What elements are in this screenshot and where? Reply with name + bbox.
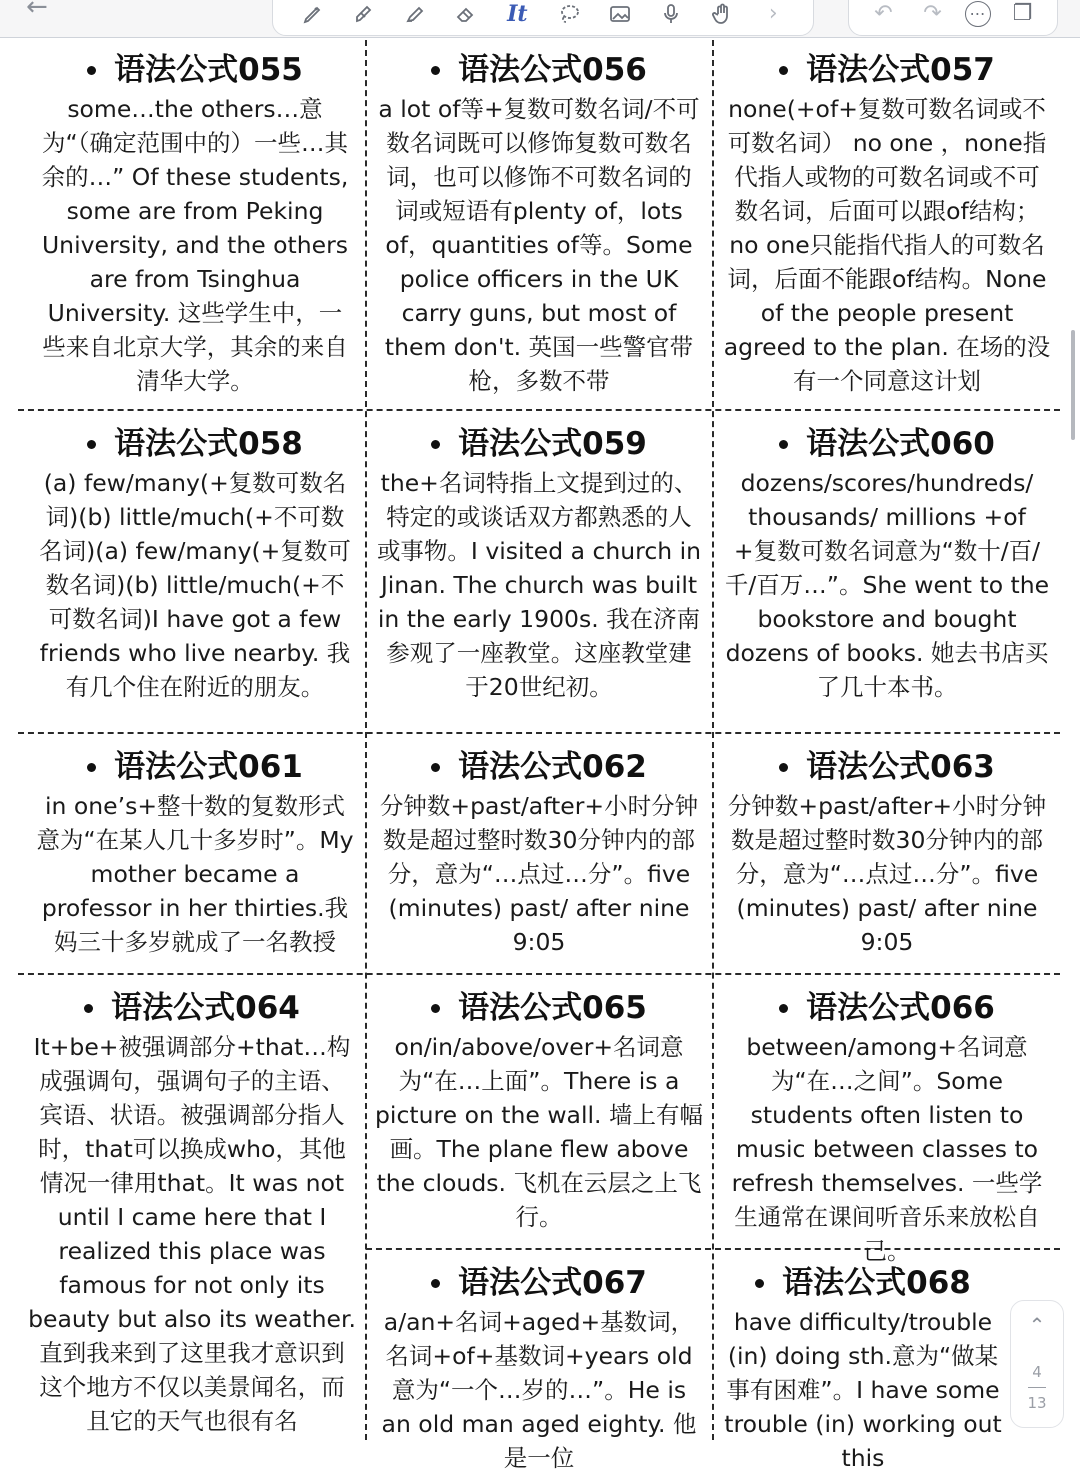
grammar-card [717,1253,1009,1472]
bullet-icon [431,763,440,772]
grammar-card [30,737,360,971]
grammar-card [369,978,709,1246]
card-title: 语法公式065 [369,988,709,1028]
chevron-up-icon[interactable]: ⌃ [1028,1313,1046,1337]
grammar-card [717,40,1057,406]
bullet-icon [779,1004,788,1013]
bullet-icon [431,1004,440,1013]
bullet-icon [87,440,96,449]
card-title: 语法公式055 [30,50,360,90]
card-title: 语法公式062 [370,747,708,787]
note-page[interactable] [0,38,1080,1472]
bullet-icon [84,1004,93,1013]
vertical-scrollbar[interactable] [1071,330,1075,440]
card-body: none(+of+复数可数名词或不可数名词） no one ，none指代指人或物的可数名词或不可数名词，后面可以跟of结构；no one只能指代指人的可数名词，后面不能跟of结构。None of the people present agreed to the plan. 在场的没有一个同意这计划 [723,95,1051,395]
pen-icon[interactable] [296,1,330,27]
card-title: 语法公式066 [717,988,1057,1028]
column-divider [712,40,714,1440]
redo-icon[interactable]: ↷ [923,1,942,26]
card-body: 分钟数+past/after+小时分钟数是超过整时数30分钟内的部分，意为“…点过…分”。five (minutes) past/ after nine 9:05 [379,792,699,956]
row-divider [18,409,1060,411]
eraser-icon[interactable] [449,1,483,27]
marker-icon[interactable] [398,1,432,27]
card-title: 语法公式059 [370,424,708,464]
row-divider [18,973,1060,975]
card-title: 语法公式068 [717,1263,1009,1303]
bullet-icon [431,1279,440,1288]
bullet-icon [87,763,96,772]
page-separator [1028,1387,1046,1388]
card-body: 分钟数+past/after+小时分钟数是超过整时数30分钟内的部分，意为“…点过…分”。five (minutes) past/ after nine 9:05 [727,792,1047,956]
highlighter-icon[interactable] [347,1,381,27]
action-palette [848,0,1058,36]
grammar-card [717,414,1057,730]
card-title: 语法公式056 [370,50,708,90]
card-body: the+名词特指上文提到过的、特定的或谈话双方都熟悉的人或事物。I visited a church in Jinan. The church was built in the early 1900s. 我在济南参观了一座教堂。这座教堂建于20世纪初。 [376,469,702,701]
page-indicator[interactable] [1010,1300,1064,1428]
text-tool-icon[interactable]: It [507,1,528,27]
grammar-card [717,978,1057,1265]
card-title: 语法公式061 [30,747,360,787]
chevron-right-icon[interactable]: › [768,1,778,26]
bullet-icon [431,440,440,449]
card-title: 语法公式067 [369,1263,709,1303]
bullet-icon [755,1279,764,1288]
bullet-icon [431,66,440,75]
grammar-card [30,414,360,730]
card-body: between/among+名词意为“在…之间”。Some students often listen to music between classes to refresh themselves. 一些学生通常在课间听音乐来放松自己。 [731,1033,1043,1265]
card-body: have difficulty/trouble (in) doing sth.意为“做某事有困难”。I have some trouble (in) working out this [724,1308,1002,1472]
tool-palette [272,0,814,36]
bullet-icon [87,66,96,75]
card-title: 语法公式058 [30,424,360,464]
grammar-card [717,737,1057,971]
toolbar [0,0,1080,38]
card-body: some…the others…意为“（确定范围中的）一些…其余的…” Of these students, some are from Peking University, and the others are from Tsinghua University. 这些学生中，一些来自北京大学，其余的来自清华大学。 [41,95,349,395]
grammar-card [370,40,708,406]
card-body: on/in/above/over+名词意为“在…上面”。There is a picture on the wall. 墙上有幅画。The plane flew above the clouds. 飞机在云层之上飞行。 [375,1033,703,1231]
column-divider [365,40,367,1440]
grammar-card [370,414,708,730]
bullet-icon [779,66,788,75]
card-body: a lot of等+复数可数名词/不可数名词既可以修饰复数可数名词，也可以修饰不可数名词的词或短语有plenty of，lots of，quantities of等。Some police officers in the UK carry guns, but most of them don't. 英国一些警官带枪，多数不带 [378,95,700,395]
grammar-card [370,737,708,971]
undo-icon[interactable]: ↶ [874,1,893,26]
card-title: 语法公式064 [22,988,362,1028]
image-icon[interactable] [603,1,637,27]
pages-icon[interactable]: ❐ [1012,1,1033,26]
back-arrow-icon[interactable]: ← [26,0,48,22]
card-title: 语法公式060 [717,424,1057,464]
card-body: dozens/scores/hundreds/ thousands/ millions +of +复数可数名词意为“数十/百/千/百万…”。She went to the bookstore and bought dozens of books. 她去书店买了几十本书。 [724,469,1050,701]
grammar-card [22,978,362,1440]
card-body: (a) few/many(+复数可数名词)(b) little/much(+不可数名词)(a) few/many(+复数可数名词)(b) little/much(+不可数名词)I have got a few friends who live nearby. 我有几个住在附近的朋友。 [39,469,351,701]
hand-icon[interactable] [705,1,739,27]
lasso-icon[interactable] [552,1,586,27]
microphone-icon[interactable] [654,1,688,27]
card-body: in one’s+整十数的复数形式意为“在某人几十多岁时”。My mother became a professor in her thirties.我妈三十多岁就成了一名教授 [36,792,354,956]
more-icon[interactable]: ⋯ [965,1,991,27]
grammar-card [30,40,360,406]
grammar-card [369,1253,709,1472]
row-divider [18,732,1060,734]
card-body: It+be+被强调部分+that…构成强调句，强调句子的主语、宾语、状语。被强调部分指人时，that可以换成who，其他情况一律用that。It was not until I came here that I realized this place was famous for not only its beauty but also its weather. 直到我来到了这里我才意识到这个地方不仅以美景闻名，而且它的天气也很有名 [28,1033,356,1435]
card-title: 语法公式057 [717,50,1057,90]
current-page: 4 [1032,1363,1042,1381]
bullet-icon [779,763,788,772]
total-pages: 13 [1027,1394,1047,1412]
card-body: a/an+名词+aged+基数词，名词+of+基数词+years old意为“一个…岁的…”。He is an old man aged eighty. 他是一位 [381,1308,697,1472]
card-title: 语法公式063 [717,747,1057,787]
bullet-icon [779,440,788,449]
